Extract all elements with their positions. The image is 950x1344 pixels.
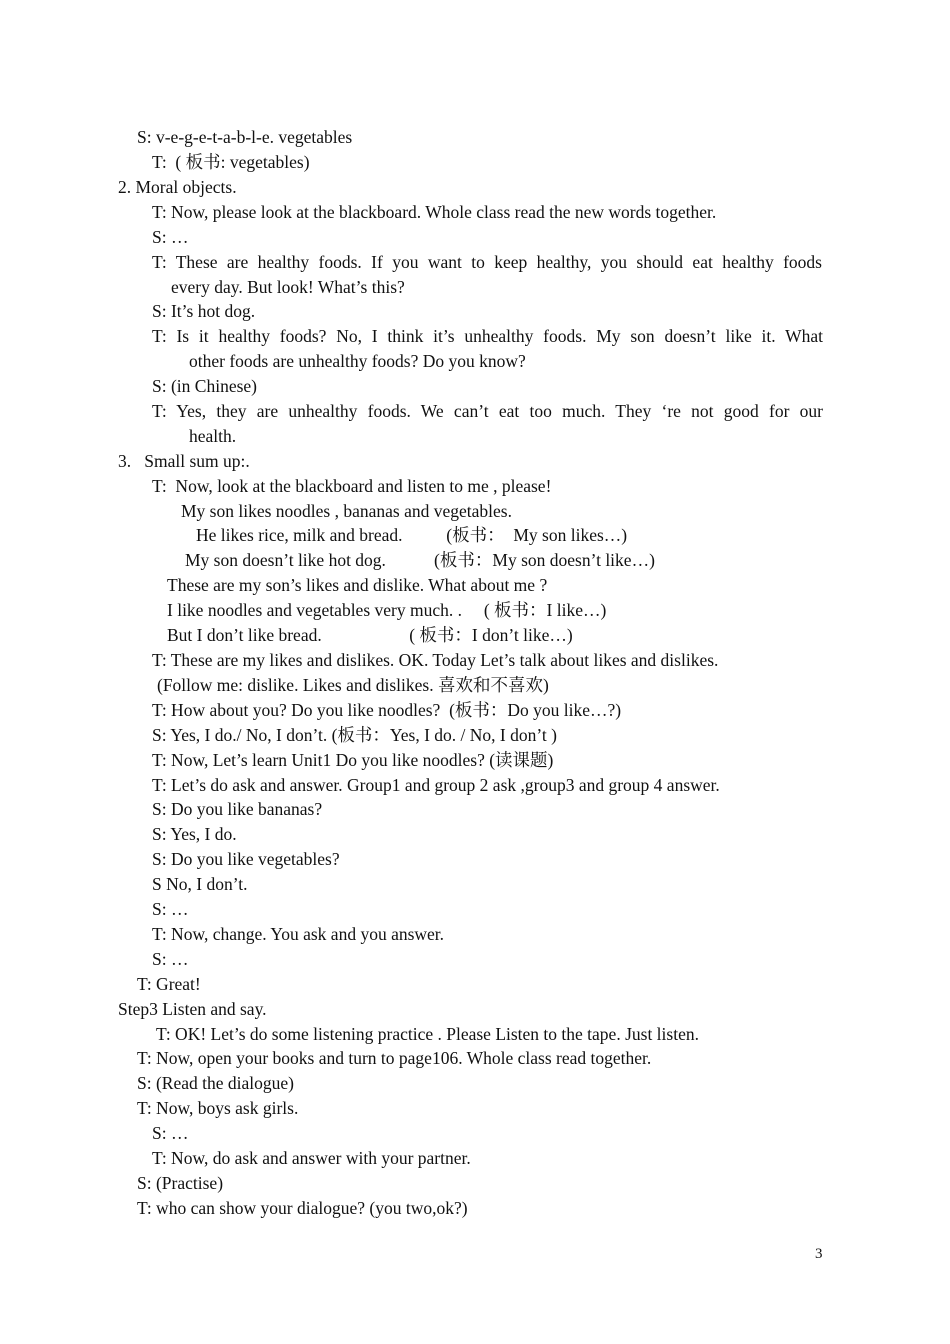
text-line: I like noodles and vegetables very much. . ( 板书：I like…) bbox=[167, 600, 607, 620]
text-line: T: Now, look at the blackboard and listen to me , please! bbox=[152, 476, 552, 496]
text-line: But I don’t like bread. ( 板书：I don’t like…) bbox=[167, 625, 573, 645]
section-heading: Step3 Listen and say. bbox=[118, 999, 267, 1019]
text-line: T: OK! Let’s do some listening practice . Please Listen to the tape. Just listen. bbox=[156, 1024, 699, 1044]
text-line: S: Yes, I do./ No, I don’t. (板书：Yes, I do. / No, I don’t ) bbox=[152, 725, 557, 745]
text-line: These are my son’s likes and dislike. What about me ? bbox=[167, 575, 548, 595]
text-line: T: Yes, they are unhealthy foods. We can’t eat too much. They ‘re not good for our bbox=[152, 401, 823, 421]
text-line: S: … bbox=[152, 1123, 189, 1143]
text-line: T: These are healthy foods. If you want to keep healthy, you should eat healthy foods bbox=[152, 252, 822, 272]
text-line: S No, I don’t. bbox=[152, 874, 248, 894]
text-line: health. bbox=[189, 426, 237, 446]
text-line: T: Now, change. You ask and you answer. bbox=[152, 924, 445, 944]
text-line: My son doesn’t like hot dog. (板书：My son doesn’t like…) bbox=[185, 550, 655, 570]
text-line: T: Now, boys ask girls. bbox=[137, 1098, 299, 1118]
text-line: S: v-e-g-e-t-a-b-l-e. vegetables bbox=[137, 127, 353, 147]
text-line: T: Now, please look at the blackboard. Whole class read the new words together. bbox=[152, 202, 717, 222]
text-line: T: ( 板书: vegetables) bbox=[152, 152, 310, 172]
text-line: T: who can show your dialogue? (you two,ok?) bbox=[137, 1198, 468, 1218]
text-line: S: (in Chinese) bbox=[152, 376, 257, 396]
text-line: S: Do you like bananas? bbox=[152, 799, 323, 819]
text-line: T: How about you? Do you like noodles? (板书：Do you like…?) bbox=[152, 700, 622, 720]
text-line: T: Now, do ask and answer with your partner. bbox=[152, 1148, 471, 1168]
text-line: S: (Practise) bbox=[137, 1173, 224, 1193]
text-line: T: Let’s do ask and answer. Group1 and group 2 ask ,group3 and group 4 answer. bbox=[152, 775, 720, 795]
text-line: S: … bbox=[152, 899, 189, 919]
text-line: T: Now, open your books and turn to page106. Whole class read together. bbox=[137, 1048, 652, 1068]
section-heading: 3. Small sum up:. bbox=[118, 451, 250, 471]
text-line: My son likes noodles , bananas and vegetables. bbox=[181, 501, 512, 521]
text-line: every day. But look! What’s this? bbox=[171, 277, 405, 297]
text-line: He likes rice, milk and bread. (板书： My son likes…) bbox=[196, 525, 628, 545]
text-line: other foods are unhealthy foods? Do you know? bbox=[189, 351, 526, 371]
section-heading: 2. Moral objects. bbox=[118, 177, 237, 197]
text-line: S: Do you like vegetables? bbox=[152, 849, 340, 869]
text-line: S: (Read the dialogue) bbox=[137, 1073, 294, 1093]
text-line: T: Now, Let’s learn Unit1 Do you like noodles? (读课题) bbox=[152, 750, 554, 770]
text-line: S: … bbox=[152, 949, 189, 969]
text-line: (Follow me: dislike. Likes and dislikes. 喜欢和不喜欢) bbox=[157, 675, 549, 695]
text-line: T: Great! bbox=[137, 974, 201, 994]
text-line: T: These are my likes and dislikes. OK. Today Let’s talk about likes and dislikes. bbox=[152, 650, 719, 670]
text-line: T: Is it healthy foods? No, I think it’s unhealthy foods. My son doesn’t like it. What bbox=[152, 326, 823, 346]
text-line: S: It’s hot dog. bbox=[152, 301, 256, 321]
page-number: 3 bbox=[815, 1246, 823, 1262]
text-line: S: … bbox=[152, 227, 189, 247]
text-line: S: Yes, I do. bbox=[152, 824, 237, 844]
